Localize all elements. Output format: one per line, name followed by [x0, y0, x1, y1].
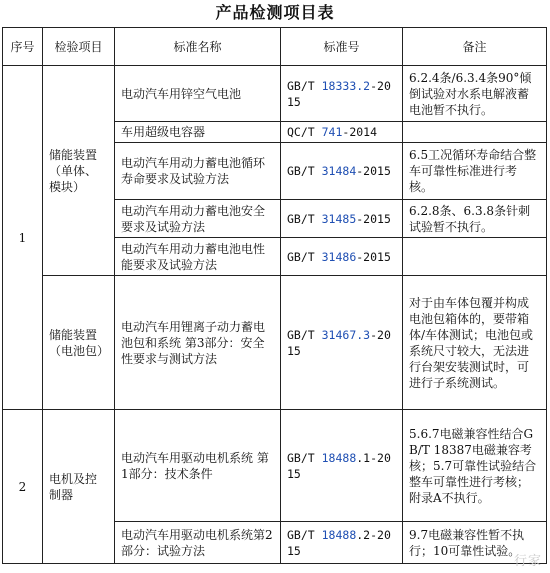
header-item: 检验项目: [43, 28, 115, 66]
standard-name-cell: 电动汽车用动力蓄电池安全要求及试验方法: [115, 200, 281, 238]
header-row: [3, 28, 547, 66]
item-cell: 电机及控制器: [43, 410, 115, 564]
standard-number-cell: GB/T 31485-2015: [281, 200, 403, 238]
item-cell: 储能装置（单体、模块）: [43, 66, 115, 276]
standard-name-cell: 电动汽车用动力蓄电池循环寿命要求及试验方法: [115, 143, 281, 200]
remark-cell: 对于由车体包覆并构成电池包箱体的，要带箱体/车体测试；电池包或系统尺寸较大，无法进行台架安装测试时，可进行子系统测试。: [403, 276, 547, 410]
standard-number-cell: GB/T 31467.3-2015: [281, 276, 403, 410]
header-seq: 序号: [3, 28, 43, 66]
table-row: [3, 410, 547, 522]
standard-number-cell: GB/T 18488.1-2015: [281, 410, 403, 522]
remark-cell: [403, 122, 547, 143]
item-cell: 储能装置（电池包）: [43, 276, 115, 410]
page-title: 产品检测项目表: [215, 3, 335, 22]
standard-name-cell: 电动汽车用驱动电机系统第2部分：试验方法: [115, 522, 281, 564]
remark-cell: 9.7电磁兼容性暂不执行；10可靠性试验。: [403, 522, 547, 564]
remark-cell: 6.5工况循环寿命结合整车可靠性标准进行考核。: [403, 143, 547, 200]
standard-name-cell: 电动汽车用驱动电机系统 第1部分：技术条件: [115, 410, 281, 522]
remark-cell: 5.6.7电磁兼容性结合GB/T 18387电磁兼容考核；5.7可靠性试验结合整车可靠性进行考核；附录A不执行。: [403, 410, 547, 522]
group-seq-cell: 1: [3, 66, 43, 410]
standard-number-cell: GB/T 18333.2-2015: [281, 66, 403, 122]
standard-name-cell: 电动汽车用锌空气电池: [115, 66, 281, 122]
group-seq-cell: 2: [3, 410, 43, 564]
table-row: [3, 66, 547, 122]
standard-name-cell: 电动汽车用锂离子动力蓄电池包和系统 第3部分：安全性要求与测试方法: [115, 276, 281, 410]
standard-number-cell: GB/T 31484-2015: [281, 143, 403, 200]
standard-number-cell: QC/T 741-2014: [281, 122, 403, 143]
remark-cell: 6.2.4条/6.3.4条90°倾倒试验对水系电解液蓄电池暂不执行。: [403, 66, 547, 122]
header-remark: 备注: [403, 28, 547, 66]
table-row: [3, 276, 547, 410]
inspection-table: [2, 27, 547, 564]
watermark: 行家: [513, 554, 542, 569]
standard-name-cell: 车用超级电容器: [115, 122, 281, 143]
standard-number-cell: GB/T 31486-2015: [281, 238, 403, 276]
header-standard-number: 标准号: [281, 28, 403, 66]
remark-cell: [403, 238, 547, 276]
standard-number-cell: GB/T 18488.2-2015: [281, 522, 403, 564]
remark-cell: 6.2.8条、6.3.8条针刺试验暂不执行。: [403, 200, 547, 238]
standard-name-cell: 电动汽车用动力蓄电池电性能要求及试验方法: [115, 238, 281, 276]
header-standard-name: 标准名称: [115, 28, 281, 66]
